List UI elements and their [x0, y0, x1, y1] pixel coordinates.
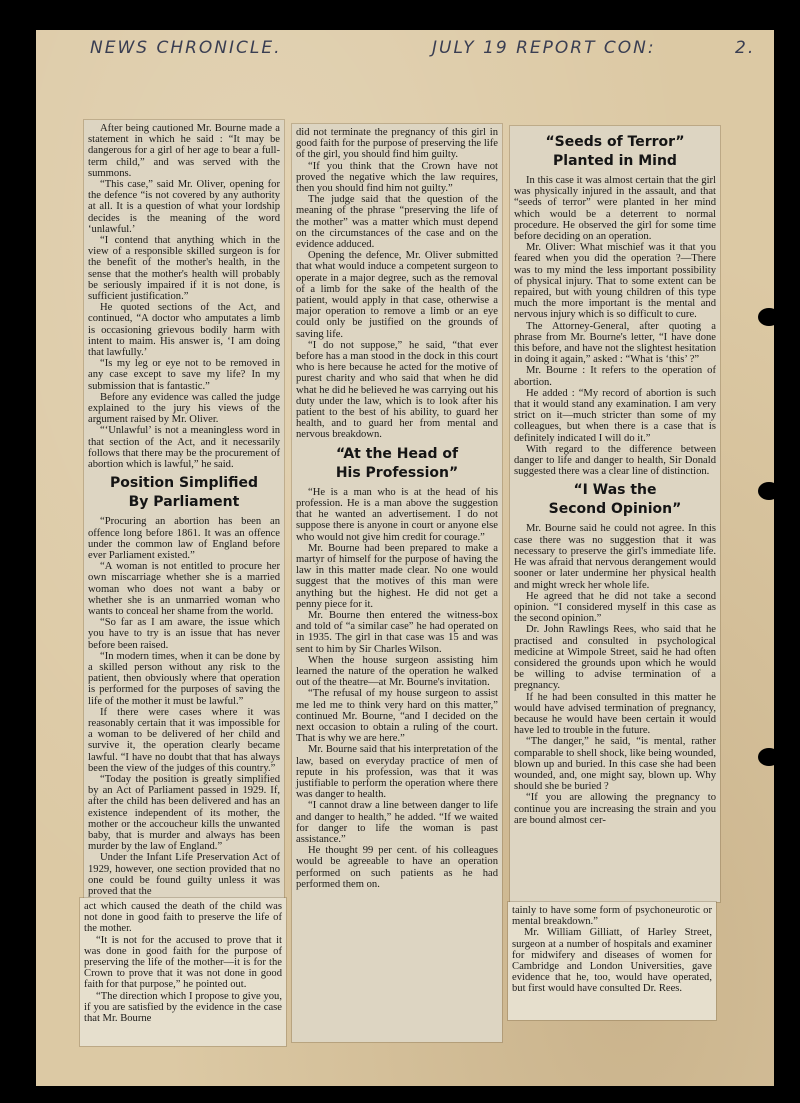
handwritten-source: NEWS CHRONICLE.	[90, 38, 282, 58]
handwritten-page-number: 2.	[735, 38, 756, 58]
paragraph: He thought 99 per cent. of his colleagues would be agreeable to have an operation performed on such patients as he had performed them on.	[296, 845, 498, 890]
paragraph: did not terminate the pregnancy of this girl in good faith for the purpose of preserving the life of the girl, you should find him guilty.	[296, 127, 498, 161]
column-3-continuation	[508, 902, 716, 1020]
subheading	[88, 474, 280, 512]
subheading-line: “At the Head of	[335, 445, 459, 462]
paragraph: tainly to have some form of psychoneurotic or mental breakdown.”	[512, 905, 712, 928]
paragraph: “So far as I am aware, the issue which you have to try is an issue that has never before been raised.	[88, 617, 280, 651]
paragraph: “Procuring an abortion has been an offence long before 1861. It was an offence under the common law of England before ever Parliament existed.”	[88, 516, 280, 561]
paragraph: “In modern times, when it can be done by a skilled person without any risk to the patient, then obviously where that operation is performed for the purposes of saving the life of the mother it must be lawful.”	[88, 650, 280, 707]
paragraph: Mr. William Gilliatt, of Harley Street, surgeon at a number of hospitals and examiner for midwifery and diseases of women for Cambridge and London Universities, gave evidence that he, too, would have operated, but first would have consulted Dr. Rees.	[512, 927, 712, 995]
paragraph: “This case,” said Mr. Oliver, opening for the defence “is not covered by any authority at all. It is a question of what your lordship decides is the meaning of the word ‘unlawful.’	[88, 179, 280, 235]
subheading-line: By Parliament	[128, 494, 240, 511]
paragraph: With regard to the difference between danger to life and danger to health, Sir Donald suggested there was a clear line of distinction.	[514, 443, 716, 478]
punch-hole	[758, 308, 780, 326]
subheading-line: Second Opinion”	[548, 501, 682, 518]
paragraph: “The danger,” he said, “is mental, rather comparable to shell shock, like being wounded, blown up and buried. In this case she had been wounded, and, one might say, blown up. Why should she be buried ?	[514, 736, 716, 793]
paragraph: Dr. John Rawlings Rees, who said that he practised and consulted in psychological medicine at Wimpole Street, said he had often considered the grounds upon which he would be willing to advise termination of a pregnancy.	[514, 624, 716, 692]
paragraph: “If you are allowing the pregnancy to continue you are increasing the strain and you are bound almost cer-	[514, 792, 716, 826]
paragraph: “The direction which I propose to give you, if you are satisfied by the evidence in the case that Mr. Bourne	[84, 990, 282, 1025]
paragraph: Mr. Bourne said he could not agree. In this case there was no suggestion that it was necessary to preserve the girl's immediate life. He was afraid that nervous derangement would sooner or later undermine her physical health and might wreck her whole life.	[514, 523, 716, 591]
paragraph: He added : “My record of abortion is such that it would stand any examination. I am very strict on it—much stricter than some of my colleagues, but when there is a case that is definitely indicated I will do it.”	[514, 387, 716, 444]
handwritten-report-date: JULY 19 REPORT CON:	[432, 38, 656, 58]
paragraph: “It is not for the accused to prove that it was done in good faith for the purpose of preserving the life of the mother—it is for the Crown to prove that it was not done in good faith for that purpose,” he pointed out.	[84, 934, 282, 991]
paragraph: In this case it was almost certain that the girl was physically injured in the assault, and that “seeds of terror” were planted in her mind which would be a deterrent to normal procedure. He observed the girl for some time before deciding on an operation.	[514, 175, 716, 243]
paragraph: Opening the defence, Mr. Oliver submitted that what would induce a competent surgeon to operate in a major degree, such as the removal of a limb for the sake of the health of the patient, would apply in that case, otherwise a major operation to remove a limb or an eye could only be justified on the grounds of saving life.	[296, 250, 498, 340]
paragraph: act which caused the death of the child was not done in good faith to preserve the life of the mother.	[84, 901, 282, 935]
paragraph: “Is my leg or eye not to be removed in any case except to save my life? In my submission that is fantastic.”	[88, 358, 280, 392]
paragraph: He agreed that he did not take a second opinion. “I considered myself in this case as the second opinion.”	[514, 590, 716, 625]
subheading	[296, 445, 498, 483]
paragraph: Under the Infant Life Preservation Act of 1929, however, one section provided that no one could be found guilty unless it was proved that the	[88, 852, 280, 897]
paragraph: Mr. Bourne then entered the witness-box and told of “a similar case” he had operated on in 1935. The girl in that case was 15 and was sent to him by Sir Charles Wilson.	[296, 609, 498, 655]
paragraph: If there were cases where it was reasonably certain that it was impossible for a woman to be delivered of her child and survive it, the operation clearly became lawful. “I have no doubt that that has always been the view of the judges of this country.”	[88, 706, 280, 774]
paragraph: After being cautioned Mr. Bourne made a statement in which he said : “It may be dangerous for a girl of her age to bear a full-term child,” and was served with the summons.	[88, 123, 280, 179]
subheading	[514, 133, 716, 171]
paragraph: Mr. Bourne had been prepared to make a martyr of himself for the purpose of having the law in this matter made clear. No one would suggest that the motives of this man were anything but the highest. He did not get a penny piece for it.	[296, 542, 498, 610]
paragraph: “I contend that anything which in the view of a responsible skilled surgeon is for the benefit of the mother's health, in the sense that the mother's health will probably be seriously impaired if it is not done, is sufficient justification.”	[88, 235, 280, 303]
paragraph: If he had been consulted in this matter he would have advised termination of pregnancy, because he would have been certain it would have led to trouble in the future.	[514, 691, 716, 737]
subheading-line: Position Simplified	[110, 475, 258, 492]
paragraph: He quoted sections of the Act, and continued, “A doctor who amputates a limb is occasioning grievous bodily harm with intent to maim. His answer is, ‘I am doing that lawfully.’	[88, 302, 280, 359]
paragraph: “A woman is not entitled to procure her own miscarriage whether she is a married woman who does not want a baby or whether she is an unmarried woman who wants to conceal her shame from the world.	[88, 561, 280, 617]
paragraph: “I cannot draw a line between danger to life and danger to health,” he added. “If we waited for danger to life the woman is past assistance.”	[296, 800, 498, 845]
column-2-clipping	[292, 124, 502, 1042]
subheading-line: “Seeds of Terror”	[545, 134, 685, 150]
column-1-continuation	[80, 898, 286, 1046]
column-3-clipping	[510, 126, 720, 902]
paragraph: “If you think that the Crown have not proved the negative which the law requires, then you should find him not guilty.”	[296, 160, 498, 195]
paragraph: Mr. Bourne said that his interpretation of the law, based on everyday practice of men of repute in his profession, was that it was justifiable to perform the operation where there was danger to health.	[296, 744, 498, 801]
paragraph: “Today the position is greatly simplified by an Act of Parliament passed in 1929. If, after the child has been delivered and has an existence independent of its mother, the mother or the accoucheur kills the unwanted baby, that is murder and always has been murder by the law of England.”	[88, 773, 280, 853]
paragraph: “‘Unlawful’ is not a meaningless word in that section of the Act, and it necessarily follows that there may be the procurement of abortion which is lawful,” he said.	[88, 425, 280, 471]
paragraph: The Attorney-General, after quoting a phrase from Mr. Bourne's letter, “I have done this before, and have not the slightest hesitation in doing it again,” asked : “What is ‘this’ ?”	[514, 320, 716, 366]
paragraph: The judge said that the question of the meaning of the phrase “preserving the life of the mother” was a matter which must depend on the circumstances of the case and on the evidence adduced.	[296, 194, 498, 251]
subheading-line: His Profession”	[335, 464, 459, 481]
subheading	[514, 481, 716, 519]
paragraph: Mr. Bourne : It refers to the operation of abortion.	[514, 365, 716, 388]
paragraph: When the house surgeon assisting him learned the nature of the operation he walked out of the theatre—at Mr. Bourne's invitation.	[296, 654, 498, 689]
subheading-line: Planted in Mind	[553, 153, 677, 169]
paragraph: “He is a man who is at the head of his profession. He is a man above the suggestion that he wanted an advertisement. I do not suppose there is anyone in court or anyone else who would not give him credit for courage.”	[296, 486, 498, 543]
column-1-clipping	[84, 120, 284, 898]
paragraph: Mr. Oliver: What mischief was it that you feared when you did the operation ?—There was to my mind the less important possibility of physical injury. That to some extent can be repaired, but with young children of this type much the more important is the mental and nervous injury which is so difficult to cure.	[514, 242, 716, 321]
subheading-line: “I Was the	[573, 482, 657, 499]
paragraph: “The refusal of my house surgeon to assist me led me to think very hard on this matter,” continued Mr. Bourne, “and I decided on the next occasion to obtain a ruling of the court. That is why we are here.”	[296, 688, 498, 745]
paragraph: “I do not suppose,” he said, “that ever before has a man stood in the dock in this court who is here because he acted for the motive of purest charity and who said that when he did what he did he believed he was carrying out his duty under the law, which is to look after his patient to the best of his ability, to guard her health, and to guard her from mental and nervous breakdown.	[296, 339, 498, 441]
punch-hole	[758, 748, 780, 766]
paragraph: Before any evidence was called the judge explained to the jury his views of the argument raised by Mr. Oliver.	[88, 391, 280, 426]
punch-hole	[758, 482, 780, 500]
